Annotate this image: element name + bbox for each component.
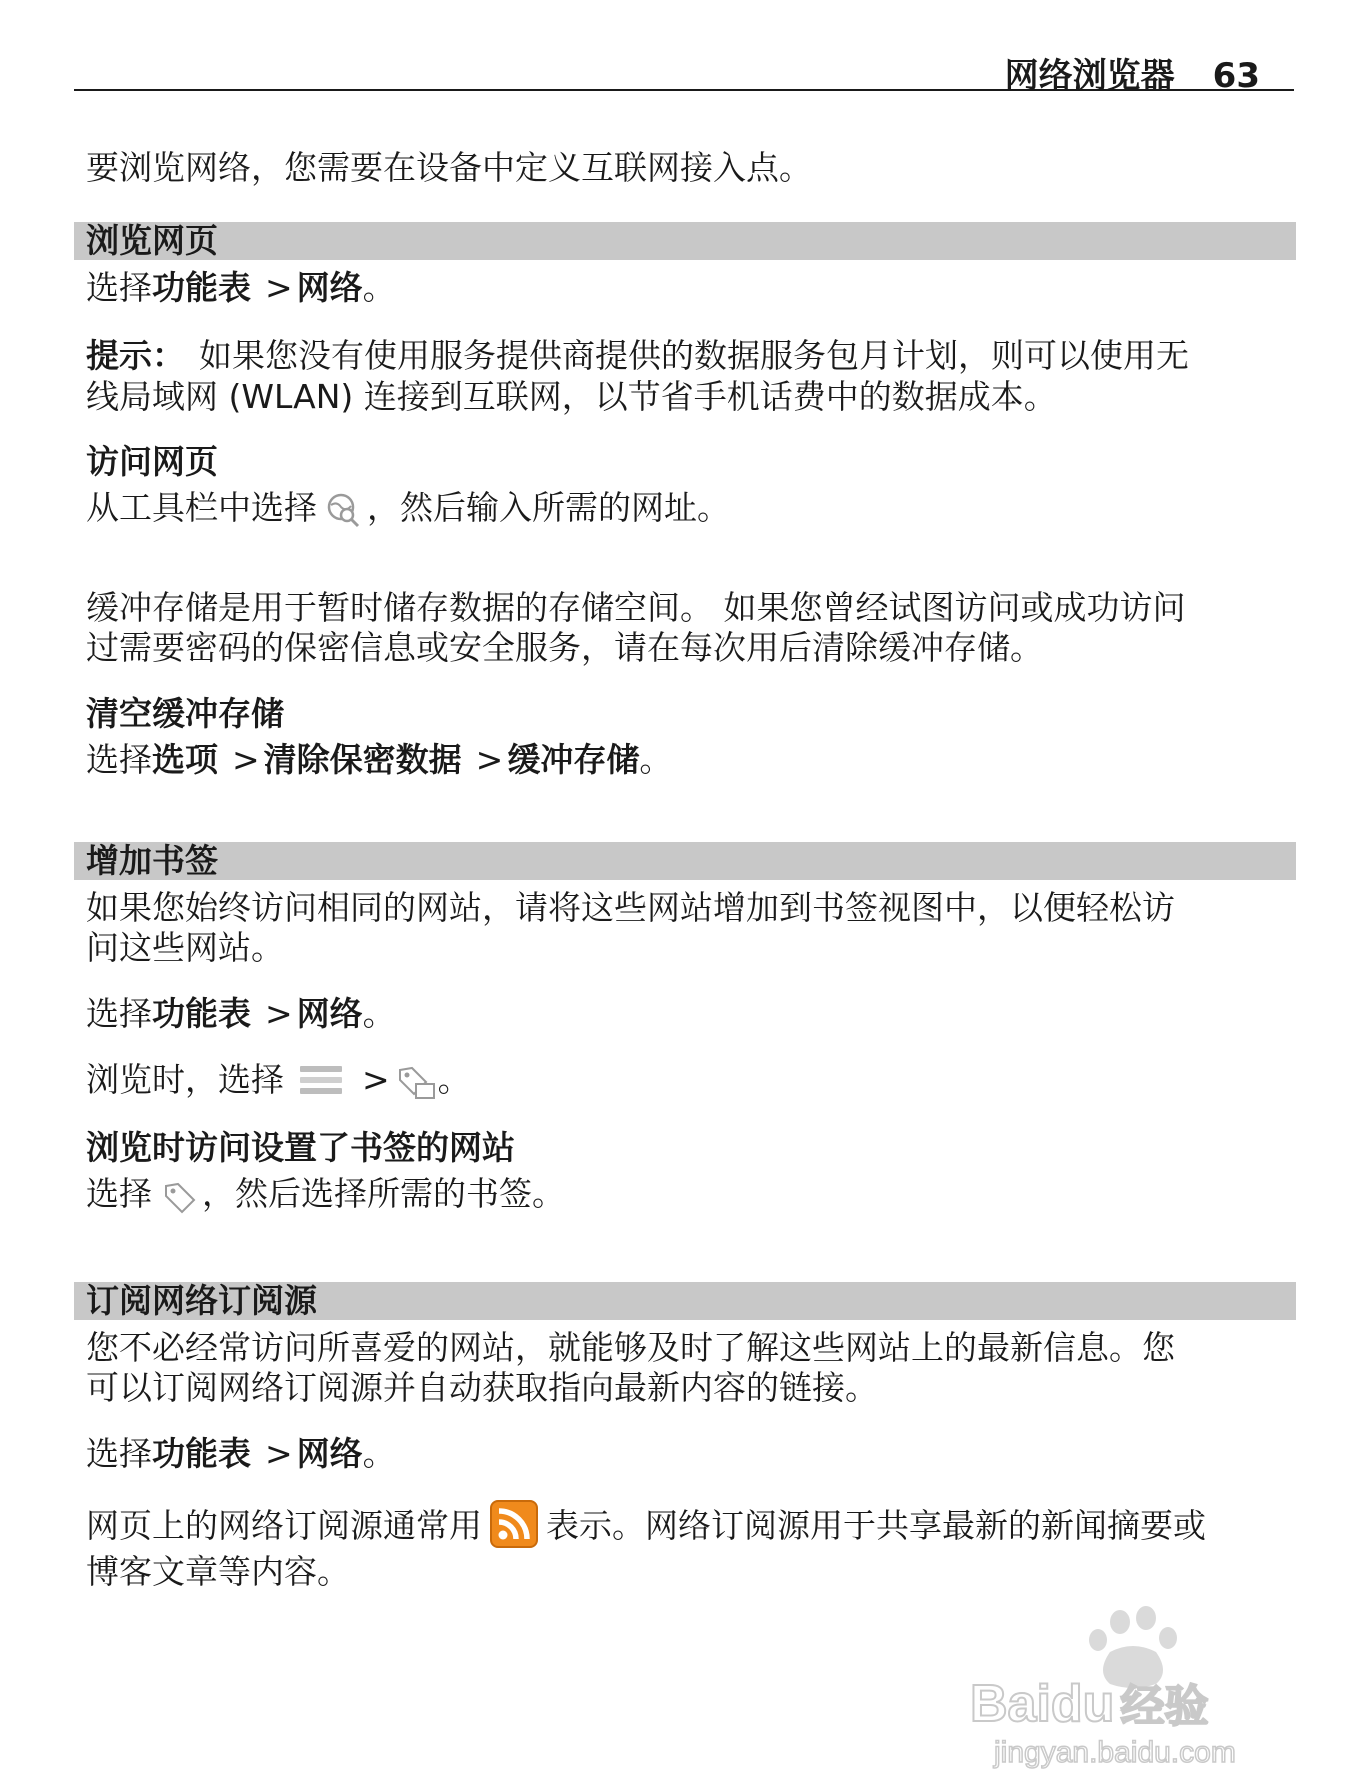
visit-bookmarked-title: 浏览时访问设置了书签的网站 bbox=[86, 1128, 515, 1167]
globe-search-icon bbox=[323, 490, 363, 530]
section-heading-feeds bbox=[74, 1282, 1296, 1320]
bookmarks-step bbox=[86, 994, 396, 1034]
page-number: 63 bbox=[1212, 56, 1260, 96]
separator: > bbox=[475, 740, 504, 779]
menu-item-web: 网络 bbox=[296, 994, 363, 1033]
separator: > bbox=[265, 994, 293, 1033]
feeds-step bbox=[86, 1434, 396, 1474]
visit-bookmarked-text bbox=[86, 1174, 565, 1216]
menu-label: 功能表 bbox=[152, 268, 251, 307]
rss-icon bbox=[490, 1500, 538, 1548]
section-heading-bookmarks bbox=[74, 842, 1296, 880]
clear-cache-step bbox=[86, 740, 672, 780]
feeds-intro-line-1: 您不必经常访问所喜爱的网站，就能够及时了解这些网站上的最新信息。您 bbox=[86, 1328, 1175, 1367]
separator: > bbox=[232, 740, 260, 779]
chapter-title: 网络浏览器 bbox=[1004, 56, 1175, 96]
visit-text-after: ，然后选择所需的书签。 bbox=[202, 1174, 565, 1213]
header-rule bbox=[74, 89, 1294, 91]
watermark-url: jingyan.baidu.com bbox=[994, 1736, 1236, 1769]
punctuation: 。 bbox=[362, 994, 396, 1033]
menu-item-web: 网络 bbox=[296, 268, 363, 307]
feeds-intro-line-2: 可以订阅网络订阅源并自动获取指向最新内容的链接。 bbox=[86, 1368, 878, 1407]
step-prefix: 选择 bbox=[86, 994, 152, 1033]
intro-text: 要浏览网络，您需要在设备中定义互联网接入点。 bbox=[86, 148, 812, 187]
tip-line-1 bbox=[86, 336, 1189, 376]
bookmark-icon bbox=[160, 1176, 200, 1216]
section-heading-label: 浏览网页 bbox=[86, 221, 218, 260]
step-prefix: 选择 bbox=[86, 1434, 152, 1473]
punctuation: 。 bbox=[362, 268, 396, 307]
baidu-watermark bbox=[970, 1600, 1270, 1769]
visit-webpage-title: 访问网页 bbox=[86, 442, 218, 481]
section-heading-browse bbox=[74, 222, 1296, 260]
tip-line-2: 线局域网 (WLAN) 连接到互联网，以节省手机话费中的数据成本。 bbox=[86, 377, 1057, 416]
bookmarks-intro-line-1: 如果您始终访问相同的网站，请将这些网站增加到书签视图中，以便轻松访 bbox=[86, 888, 1175, 927]
feeds-text-after: 表示。网络订阅源用于共享最新的新闻摘要或 bbox=[546, 1506, 1206, 1545]
section-heading-label: 增加书签 bbox=[86, 841, 218, 880]
tip-text: 如果您没有使用服务提供商提供的数据服务包月计划，则可以使用无 bbox=[199, 336, 1189, 375]
cache-line-2: 过需要密码的保密信息或安全服务，请在每次用后清除缓冲存储。 bbox=[86, 628, 1043, 667]
visit-webpage-text bbox=[86, 488, 730, 530]
cache-label: 缓冲存储 bbox=[507, 740, 640, 779]
bookmarks-intro-line-2: 问这些网站。 bbox=[86, 928, 284, 967]
options-label: 选项 bbox=[152, 740, 218, 779]
menu-label: 功能表 bbox=[152, 994, 251, 1033]
bookmark-add-icon bbox=[394, 1062, 438, 1102]
punctuation: 。 bbox=[437, 1060, 471, 1099]
step-prefix: 浏览时，选择 bbox=[86, 1060, 284, 1099]
step-prefix: 选择 bbox=[86, 740, 152, 779]
watermark-brand-cn: 经验 bbox=[1120, 1681, 1209, 1732]
clear-cache-title: 清空缓冲存储 bbox=[86, 694, 284, 733]
visit-text-after: ，然后输入所需的网址。 bbox=[367, 488, 730, 527]
visit-text-before: 从工具栏中选择 bbox=[86, 488, 317, 527]
step-prefix: 选择 bbox=[86, 1174, 152, 1213]
separator: > bbox=[265, 1434, 293, 1473]
punctuation: 。 bbox=[639, 740, 673, 779]
feeds-text-before: 网页上的网络订阅源通常用 bbox=[86, 1506, 482, 1545]
separator: > bbox=[362, 1060, 390, 1099]
menu-label: 功能表 bbox=[152, 1434, 251, 1473]
feeds-icon-line-1 bbox=[86, 1506, 1206, 1548]
punctuation: 。 bbox=[362, 1434, 396, 1473]
clear-private-data-label: 清除保密数据 bbox=[263, 740, 462, 779]
separator: > bbox=[265, 268, 293, 307]
menu-item-web: 网络 bbox=[296, 1434, 363, 1473]
tip-label: 提示： bbox=[86, 336, 185, 375]
step-prefix: 选择 bbox=[86, 268, 152, 307]
watermark-brand: Baidu bbox=[970, 1675, 1115, 1733]
feeds-icon-line-2: 博客文章等内容。 bbox=[86, 1552, 350, 1591]
cache-line-1: 缓冲存储是用于暂时储存数据的存储空间。 如果您曾经试图访问或成功访问 bbox=[86, 588, 1186, 627]
menu-icon bbox=[298, 1062, 346, 1102]
bookmarks-browse-step bbox=[86, 1060, 471, 1102]
section-heading-label: 订阅网络订阅源 bbox=[86, 1281, 317, 1320]
browse-step bbox=[86, 268, 396, 308]
